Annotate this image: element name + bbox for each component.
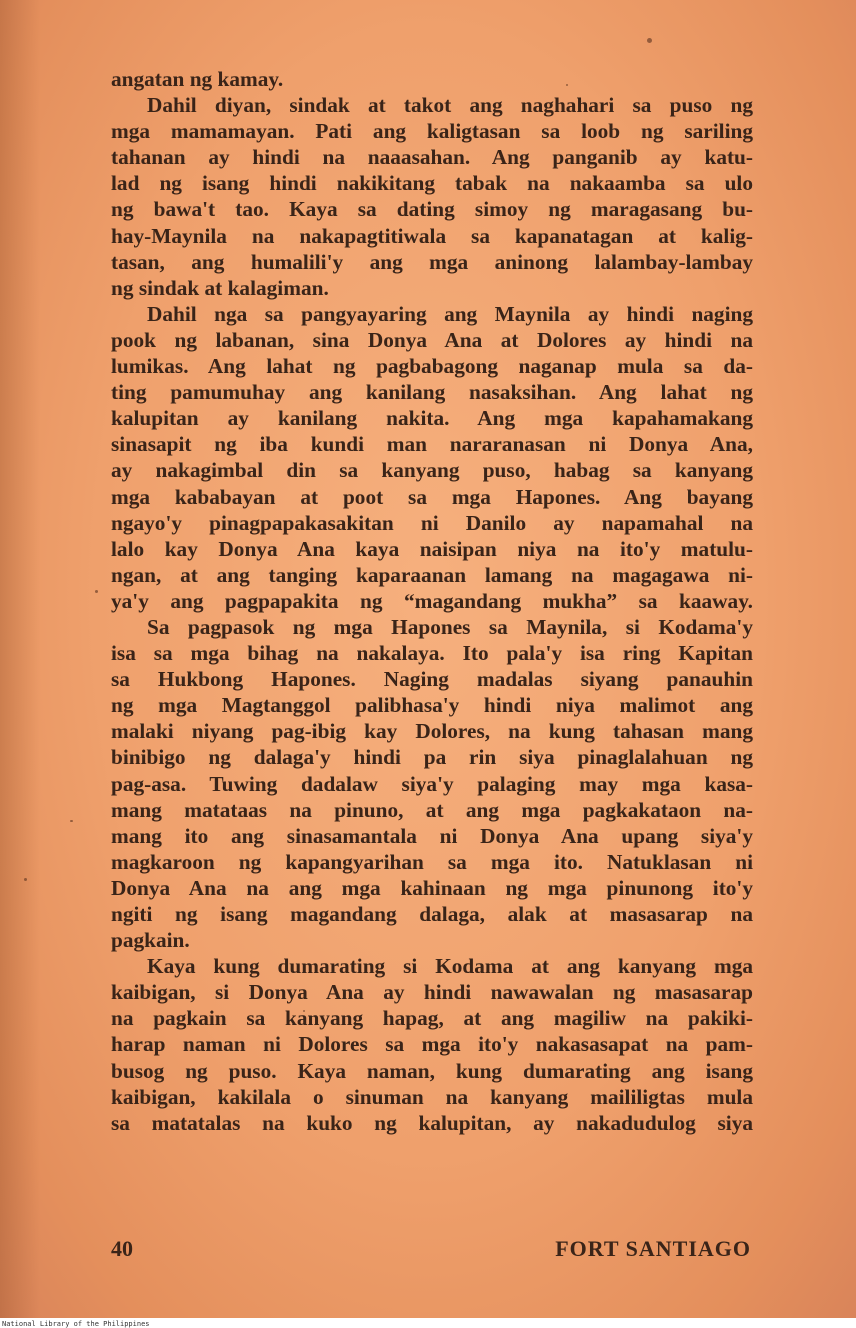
text-line: mga kababayan at poot sa mga Hapones. Ang bayang: [111, 484, 753, 509]
text-line: sinasapit ng iba kundi man nararanasan ni Donya Ana,: [111, 432, 753, 457]
text-line: malaki niyang pag-ibig kay Dolores, na kung tahasan mang: [111, 719, 753, 744]
text-line: ting pamumuhay ang kanilang nasaksihan. Ang lahat ng: [111, 380, 753, 405]
text-line: ng sindak at kalagiman.: [111, 275, 329, 300]
text-line: angatan ng kamay.: [111, 67, 284, 91]
text-line: binibigo ng dalaga'y hindi pa rin siya pinaglalahuan ng: [111, 745, 753, 770]
text-line: kaibigan, kakilala o sinuman na kanyang maililigtas mula: [111, 1084, 753, 1109]
text-line: tasan, ang humalili'y ang mga aninong lalambay-lambay: [111, 249, 753, 274]
text-line: mang matataas na pinuno, at ang mga pagkakataon na-: [111, 797, 753, 822]
text-line: pook ng labanan, sina Donya Ana at Dolores ay hindi na: [111, 327, 753, 352]
text-line: magkaroon ng kapangyarihan sa mga ito. Natuklasan ni: [111, 849, 753, 874]
text-line: hay-Maynila na nakapagtitiwala sa kapanatagan at kalig-: [111, 223, 753, 248]
paper-speck: [70, 820, 73, 822]
text-line: Sa pagpasok ng mga Hapones sa Maynila, si Kodama'y: [147, 614, 753, 639]
text-line: isa sa mga bihag na nakalaya. Ito pala'y isa ring Kapitan: [111, 641, 753, 666]
page-footer: [111, 1236, 751, 1264]
text-line: harap naman ni Dolores sa mga ito'y nakasasapat na pam-: [111, 1032, 753, 1057]
paper-speck: [647, 38, 652, 43]
text-line: ngan, at ang tanging kaparaanan lamang na magagawa ni-: [111, 562, 753, 587]
text-line: mang ito ang sinasamantala ni Donya Ana upang siya'y: [111, 823, 753, 848]
paper-speck: [24, 878, 27, 881]
text-line: ng bawa't tao. Kaya sa dating simoy ng maragasang bu-: [111, 197, 753, 222]
text-line: lad ng isang hindi nakikitang tabak na nakaamba sa ulo: [111, 171, 753, 196]
text-line: ngayo'y pinagpapakasakitan ni Danilo ay napamahal na: [111, 510, 753, 535]
text-line: pag-asa. Tuwing dadalaw siya'y palaging may mga kasa-: [111, 771, 753, 796]
text-line: sa matatalas na kuko ng kalupitan, ay nakadudulog siya: [111, 1110, 753, 1135]
text-line: tahanan ay hindi na naaasahan. Ang panganib ay katu-: [111, 145, 753, 170]
text-line: lumikas. Ang lahat ng pagbabagong naganap mula sa da-: [111, 354, 753, 379]
text-line: Dahil nga sa pangyayaring ang Maynila ay hindi naging: [147, 301, 753, 326]
text-line: mga mamamayan. Pati ang kaligtasan sa loob ng sariling: [111, 119, 753, 144]
text-line: ng mga Magtanggol palibhasa'y hindi niya malimot ang: [111, 693, 753, 718]
text-line: Kaya kung dumarating si Kodama at ang kanyang mga: [147, 954, 753, 979]
paper-speck: [95, 590, 98, 593]
running-title: FORT SANTIAGO: [555, 1236, 751, 1261]
text-line: kaibigan, si Donya Ana ay hindi nawawalan ng masasarap: [111, 980, 753, 1005]
page-edge-shadow: [0, 0, 40, 1318]
text-line: kalupitan ay kanilang nakita. Ang mga kapahamakang: [111, 406, 753, 431]
text-line: ya'y ang pagpapakita ng “magandang mukha” sa kaaway.: [111, 588, 753, 613]
text-line: Donya Ana na ang mga kahinaan ng mga pinunong ito'y: [111, 875, 753, 900]
page-number: 40: [111, 1236, 133, 1261]
text-line: sa Hukbong Hapones. Naging madalas siyang panauhin: [111, 667, 753, 692]
text-line: lalo kay Donya Ana kaya naisipan niya na ito'y matulu-: [111, 536, 753, 561]
text-line: pagkain.: [111, 928, 190, 953]
library-credit: National Library of the Philippines: [2, 1320, 150, 1328]
text-line: busog ng puso. Kaya naman, kung dumarating ang isang: [111, 1058, 753, 1083]
text-line: na pagkain sa kanyang hapag, at ang magiliw na pakiki-: [111, 1006, 753, 1031]
body-text: [111, 66, 753, 1136]
text-line: ngiti ng isang magandang dalaga, alak at masasarap na: [111, 902, 753, 926]
text-line: ay nakagimbal din sa kanyang puso, habag sa kanyang: [111, 458, 753, 483]
text-line: Dahil diyan, sindak at takot ang naghahari sa puso ng: [147, 93, 753, 118]
